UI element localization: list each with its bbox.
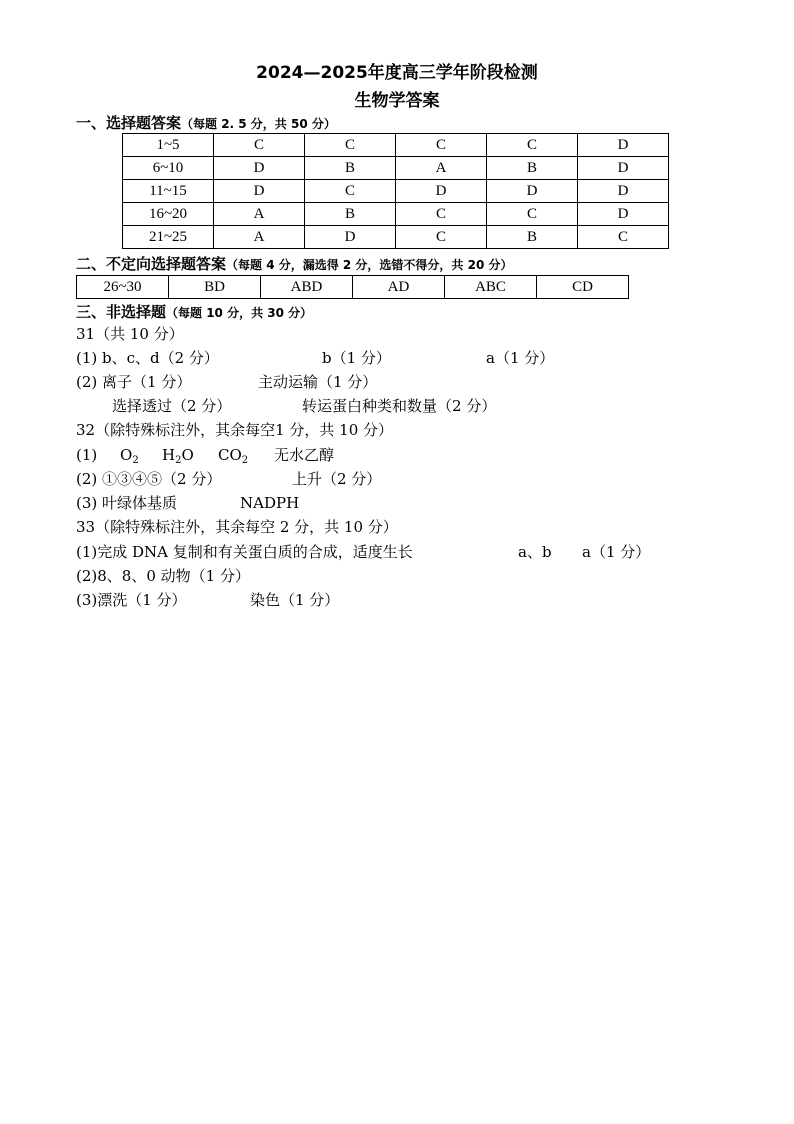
table-cell: 26~30 <box>77 276 169 299</box>
table-cell: B <box>487 157 578 180</box>
table-cell: 11~15 <box>123 180 214 203</box>
q33-answer-1a: (1)完成 DNA 复制和有关蛋白质的合成，适度生长 <box>76 543 413 561</box>
q32-answer-3b: NADPH <box>240 494 300 512</box>
q32-header: 32（除特殊标注外，其余每空1 分，共 10 分） <box>76 421 394 439</box>
q32-answer-1-number: (1) <box>76 446 98 464</box>
q32-answer-3a: (3) 叶绿体基质 <box>76 494 178 512</box>
q31-answer-1b: b（1 分） <box>322 349 391 367</box>
table-cell: ABD <box>261 276 353 299</box>
table-cell: D <box>578 180 669 203</box>
table-cell: D <box>578 157 669 180</box>
table-cell: B <box>305 203 396 226</box>
q31-answer-1c: a（1 分） <box>486 349 555 367</box>
q33-answer-line-3 <box>76 590 340 610</box>
section1-heading: 一、选择题答案 <box>76 114 182 132</box>
q33-answer-1b: a、b <box>518 543 552 561</box>
table-cell: C <box>487 203 578 226</box>
table-cell: D <box>396 180 487 203</box>
q31-answer-2a: (2) 离子（1 分） <box>76 373 192 391</box>
table-cell: 6~10 <box>123 157 214 180</box>
q32-answer-line-2 <box>76 469 382 489</box>
table-cell: A <box>214 203 305 226</box>
table-cell: A <box>214 226 305 249</box>
table-cell: C <box>214 134 305 157</box>
q32-answer-line-1 <box>76 445 335 466</box>
section1-note: （每题 2. 5 分，共 50 分） <box>181 117 336 131</box>
table-cell: A <box>396 157 487 180</box>
q33-answer-3b: 染色（1 分） <box>250 591 340 609</box>
q32-answer-1d: 无水乙醇 <box>274 446 335 464</box>
section2-heading: 二、不定向选择题答案 <box>76 255 227 273</box>
section1-heading-row <box>76 112 336 133</box>
table-cell: D <box>305 226 396 249</box>
table-cell: B <box>487 226 578 249</box>
document-subtitle: 生物学答案 <box>354 91 440 111</box>
q33-header: 33（除特殊标注外，其余每空 2 分，共 10 分） <box>76 518 398 536</box>
q33-answer-3a: (3)漂洗（1 分） <box>76 591 187 609</box>
table-cell: C <box>305 134 396 157</box>
table-cell: D <box>578 203 669 226</box>
q32-answer-2b: 上升（2 分） <box>292 470 382 488</box>
multiple-choice-answer-table <box>122 133 669 249</box>
table-cell: D <box>214 180 305 203</box>
table-cell: BD <box>169 276 261 299</box>
table-cell: ABC <box>445 276 537 299</box>
q31-answer-2b: 主动运输（1 分） <box>258 373 378 391</box>
q32-answer-2a: (2) ①③④⑤（2 分） <box>76 470 222 488</box>
table-row <box>77 276 629 299</box>
table-cell: D <box>578 134 669 157</box>
q31-header: 31（共 10 分） <box>76 325 184 343</box>
table-cell: AD <box>353 276 445 299</box>
section2-note: （每题 4 分，漏选得 2 分，选错不得分，共 20 分） <box>226 258 513 272</box>
table-cell: C <box>305 180 396 203</box>
table-row <box>123 180 669 203</box>
multi-select-answer-table <box>76 275 629 299</box>
co2-formula: $CO_2$ <box>218 446 249 466</box>
table-cell: B <box>305 157 396 180</box>
table-cell: D <box>487 180 578 203</box>
table-cell: 1~5 <box>123 134 214 157</box>
table-cell: CD <box>537 276 629 299</box>
section3-note: （每题 10 分，共 30 分） <box>166 306 313 320</box>
section3-heading-row <box>76 301 312 322</box>
o2-formula: $O_2$ <box>120 446 139 466</box>
table-row <box>123 134 669 157</box>
section2-heading-row <box>76 253 512 274</box>
table-cell: C <box>487 134 578 157</box>
q31-answer-line-1 <box>76 348 555 368</box>
table-cell: C <box>396 134 487 157</box>
table-row <box>123 226 669 249</box>
q31-answer-line-3 <box>112 396 497 416</box>
section3-heading: 三、非选择题 <box>76 303 167 321</box>
table-cell: C <box>396 226 487 249</box>
table-cell: D <box>214 157 305 180</box>
q31-answer-3a: 选择透过（2 分） <box>112 397 232 415</box>
h2o-formula: $H_2O$ <box>162 446 194 466</box>
table-cell: C <box>396 203 487 226</box>
document-title: 2024—2025年度高三学年阶段检测 <box>256 63 538 83</box>
q33-answer-1c: a（1 分） <box>582 543 651 561</box>
table-row <box>123 203 669 226</box>
q32-answer-line-3 <box>76 493 300 513</box>
q33-answer-line-2: (2)8、8、0 动物（1 分） <box>76 567 250 585</box>
q31-answer-3b: 转运蛋白种类和数量（2 分） <box>302 397 497 415</box>
q31-answer-line-2 <box>76 372 378 392</box>
table-row <box>123 157 669 180</box>
q33-answer-line-1 <box>76 542 651 562</box>
table-cell: 21~25 <box>123 226 214 249</box>
q31-answer-1a: (1) b、c、d（2 分） <box>76 349 219 367</box>
table-cell: 16~20 <box>123 203 214 226</box>
table-cell: C <box>578 226 669 249</box>
